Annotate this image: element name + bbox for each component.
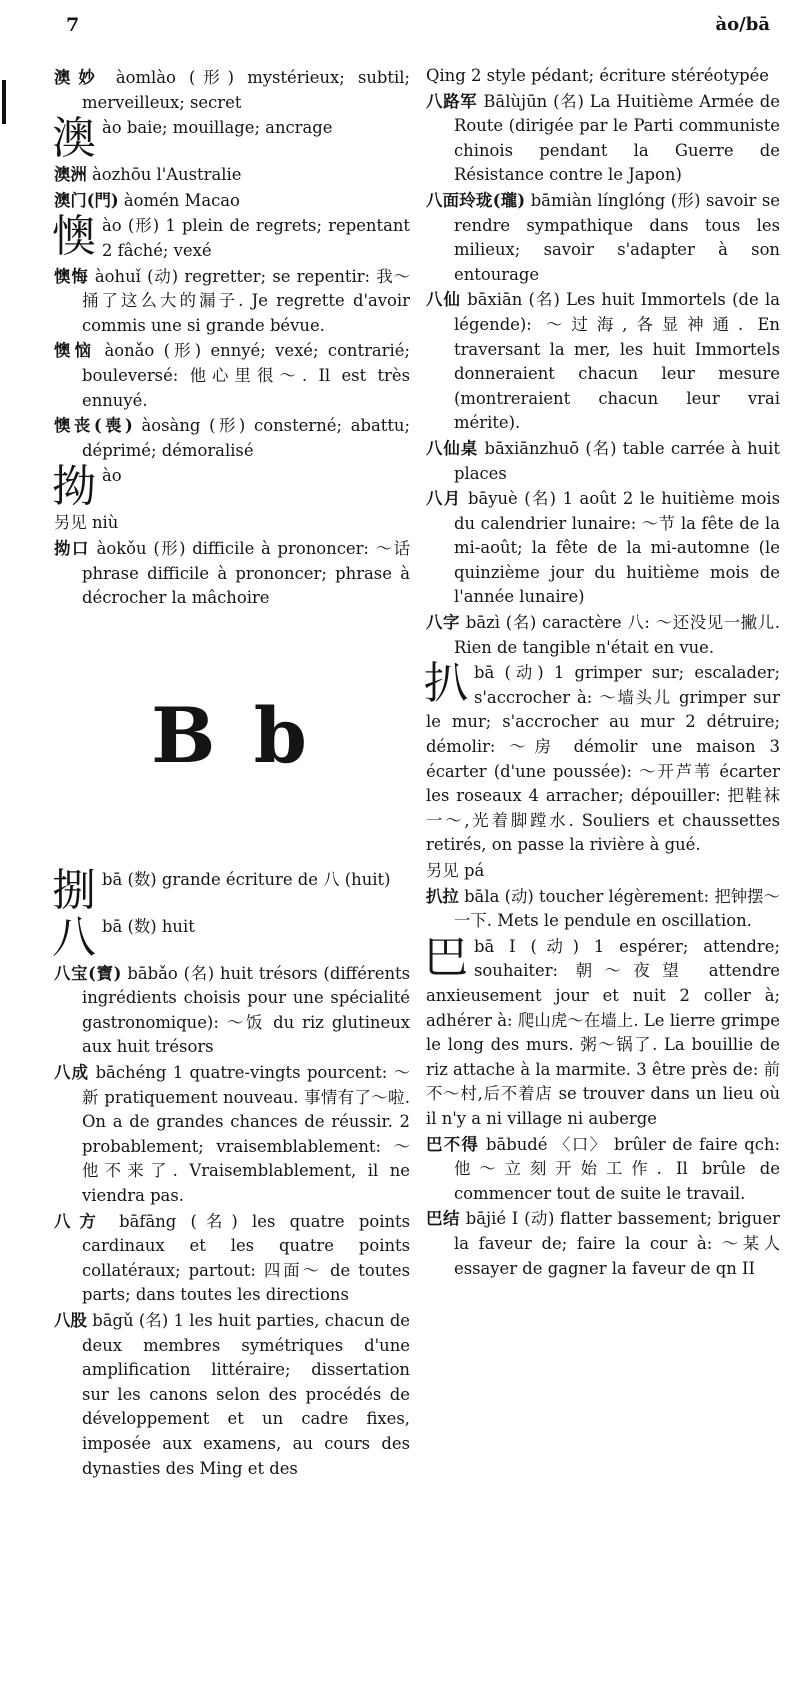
entry-headword: 八宝(寶)	[54, 963, 122, 983]
entry-headword: 八仙桌	[426, 438, 479, 458]
dictionary-entry	[52, 864, 410, 916]
entry-definition: àosàng (形) consterné; abattu; déprimé; démoralisé	[82, 416, 410, 460]
page-number: 7	[66, 14, 80, 36]
entry-definition: bāxiānzhuō (名) table carrée à huit places	[454, 438, 781, 483]
entry-definition: àokǒu (形) difficile à prononcer: ～话 phrase difficile à prononcer; phrase à décrocher la mâchoire	[82, 538, 410, 608]
dictionary-entry	[426, 1207, 780, 1281]
entry-definition: ào	[102, 466, 122, 486]
dictionary-entry	[426, 859, 780, 884]
entry-headword: 懊丧(喪)	[54, 416, 133, 436]
entry-definition: bā (数) grande écriture de 八 (huit)	[102, 869, 391, 889]
dictionary-entry	[426, 64, 780, 89]
dictionary-entry	[54, 537, 410, 611]
dictionary-entry	[426, 885, 780, 934]
entry-definition: bāmiàn línglóng (形) savoir se rendre sympathique dans tous les milieux; savoir s'adapter à son entourage	[454, 190, 780, 284]
dictionary-entry	[426, 1133, 780, 1207]
entry-definition: bāfāng (名) les quatre points cardinaux et les quatre points collatéraux; partout: 四面～ de toutes parts; dans toutes les directions	[82, 1211, 411, 1305]
entry-definition: ào (形) 1 plein de regrets; repentant 2 fâché; vexé	[102, 216, 410, 260]
entry-headword: 扒	[424, 658, 468, 710]
entry-headword: 澳妙	[54, 68, 103, 87]
entry-definition: bāxiān (名) Les huit Immortels (de la légende): ～过海,各显神通. En traversant la mer, les huit Immortels donneraient chacun leur mesure (montreraient chacun leur vrai mérite).	[454, 290, 780, 433]
entry-definition: bā (数) huit	[102, 916, 195, 936]
entry-headword: 巴不得	[426, 1134, 480, 1154]
dictionary-entry	[54, 511, 410, 536]
dictionary-entry	[54, 189, 410, 214]
entry-headword: 八	[52, 911, 96, 963]
entry-headword: 捌	[52, 864, 96, 916]
dictionary-entry	[426, 288, 780, 436]
dictionary-entry	[54, 66, 410, 115]
entry-headword: 拗	[52, 461, 96, 513]
entry-headword: 懊	[52, 211, 96, 263]
dictionary-entry	[426, 90, 780, 188]
dictionary-entry	[54, 414, 410, 463]
entry-headword: 巴结	[426, 1209, 460, 1229]
entry-definition: bābǎo (名) huit trésors (différents ingrédients choisis pour une spécialité gastronomique): ～饭 du riz glutineux aux huit trésors	[82, 963, 410, 1057]
entry-headword: 懊恼	[54, 341, 96, 361]
dictionary-entry	[54, 265, 410, 339]
dictionary-entry	[52, 113, 410, 165]
entry-headword: 八路军	[426, 91, 478, 111]
dictionary-entry	[52, 211, 410, 263]
entry-definition: àohuǐ (动) regretter; se repentir: 我～捅了这么大的漏子. Je regrette d'avoir commis une si grande bévue.	[82, 266, 411, 335]
left-column	[54, 66, 410, 1482]
entry-definition: bāchéng 1 quatre-vingts pourcent: ～新 pratiquement nouveau. 事情有了～啦. On a de grandes chances de réussir. 2 probablement; vraisemblablement: ～他不来了. Vraisemblablement, il ne viendra pas.	[82, 1063, 411, 1206]
dictionary-entry	[54, 1061, 410, 1209]
entry-headword: 澳门(門)	[54, 190, 119, 210]
entry-headword: 八字	[426, 613, 461, 633]
dictionary-entry	[426, 487, 780, 610]
left-entries-b	[52, 864, 411, 1481]
dictionary-entry	[54, 1210, 410, 1308]
entry-definition: àomlào (形) mystérieux; subtil; merveilleux; secret	[82, 68, 411, 112]
entry-definition: 另见 pá	[426, 861, 485, 880]
entry-definition: Bālùjūn (名) La Huitième Armée de Route (dirigée par le Parti communiste chinois pendant la Guerre de Résistance contre le Japon)	[454, 91, 780, 185]
dictionary-entry	[52, 911, 410, 963]
spacer	[54, 806, 410, 868]
entry-definition: bā I (动) 1 espérer; attendre; souhaiter: 朝～夜望 attendre anxieusement jour et nuit 2 coller à; adhérer à: 爬山虎～在墙上. Le lierre grimpe le long des murs. 粥～锅了. La bouillie de riz attache à la marmite. 3 être près de: 前不～村,后不着店 se trouver dans un lieu où il n'y a ni village ni auberge	[426, 936, 780, 1128]
left-entries-a	[54, 66, 410, 611]
entry-definition: bāyuè (名) 1 août 2 le huitième mois du calendrier lunaire: ～节 la fête de la mi-août; la fête de la mi-automne (le quinzième jour du huitième mois de l'année lunaire)	[454, 489, 781, 607]
dictionary-entry	[426, 437, 780, 486]
dictionary-entry	[424, 931, 780, 1132]
entry-headword: 扒拉	[426, 886, 459, 906]
dictionary-entry	[52, 461, 410, 513]
dictionary-entry	[54, 1309, 410, 1481]
entry-headword: 八面玲珑(瓏)	[426, 190, 526, 210]
margin-mark	[2, 80, 6, 124]
right-column	[426, 64, 780, 1282]
running-head: ào/bā	[715, 14, 770, 35]
entry-definition: àomén Macao	[123, 190, 240, 210]
entry-headword: 八股	[54, 1311, 87, 1330]
entry-definition: àozhōu l'Australie	[92, 165, 242, 185]
entry-definition: bāzì (名) caractère 八: ～还没见一撇儿. Rien de tangible n'était en vue.	[454, 613, 780, 657]
entry-definition: bājié I (动) flatter bassement; briguer la faveur de; faire la cour à: ～某人 essayer de gagner la faveur de qn II	[454, 1209, 781, 1278]
entry-headword: 澳洲	[54, 165, 87, 185]
entry-definition: àonǎo (形) ennyé; vexé; contrarié; bouleversé: 他心里很～. Il est très ennuyé.	[82, 341, 410, 410]
entry-definition: 另见 niù	[54, 513, 119, 533]
spacer	[54, 612, 410, 676]
entry-headword: 八月	[426, 489, 462, 509]
dictionary-entry	[424, 658, 780, 858]
entry-headword: 懊悔	[54, 266, 89, 286]
entry-headword: 八仙	[426, 290, 461, 310]
dictionary-entry	[54, 163, 410, 188]
dictionary-entry	[426, 611, 780, 660]
entry-definition: bāgǔ (名) 1 les huit parties, chacun de deux membres symétriques d'une amplification littéraire; dissertation sur les canons selon des procédés de développement et un cadre fixes, imposée aux examens, au cours des dynasties des Ming et des	[82, 1311, 411, 1478]
entry-headword: 澳	[52, 113, 96, 165]
entry-headword: 巴	[424, 931, 468, 983]
entry-definition: bābudé 〈口〉 brûler de faire qch: 他～立刻开始工作. Il brûle de commencer tout de suite le travail.	[454, 1134, 781, 1203]
entry-headword: 八成	[54, 1063, 90, 1083]
dictionary-entry	[426, 189, 780, 287]
section-letter: B b	[151, 690, 313, 780]
entry-definition: ào baie; mouillage; ancrage	[102, 118, 333, 138]
entry-definition: bāla (动) toucher légèrement: 把钟摆～一下. Mets le pendule en oscillation.	[454, 886, 780, 931]
dictionary-entry	[54, 339, 410, 413]
entry-headword: 八方	[54, 1211, 105, 1231]
entry-headword: 拗口	[54, 538, 90, 558]
entry-definition: bā (动) 1 grimper sur; escalader; s'accrocher à: ～墙头儿 grimper sur le mur; s'accrocher au mur 2 détruire; démolir: ～房 démolir une maison 3 écarter (d'une poussée): ～开芦苇 écarter les roseaux 4 arracher; dépouiller: 把鞋袜一～,光着脚蹚水. Souliers et chaussettes retirés, on passe la rivière à gué.	[426, 663, 780, 855]
entry-definition: Qing 2 style pédant; écriture stéréotypée	[426, 66, 770, 85]
dictionary-entry	[54, 962, 410, 1060]
